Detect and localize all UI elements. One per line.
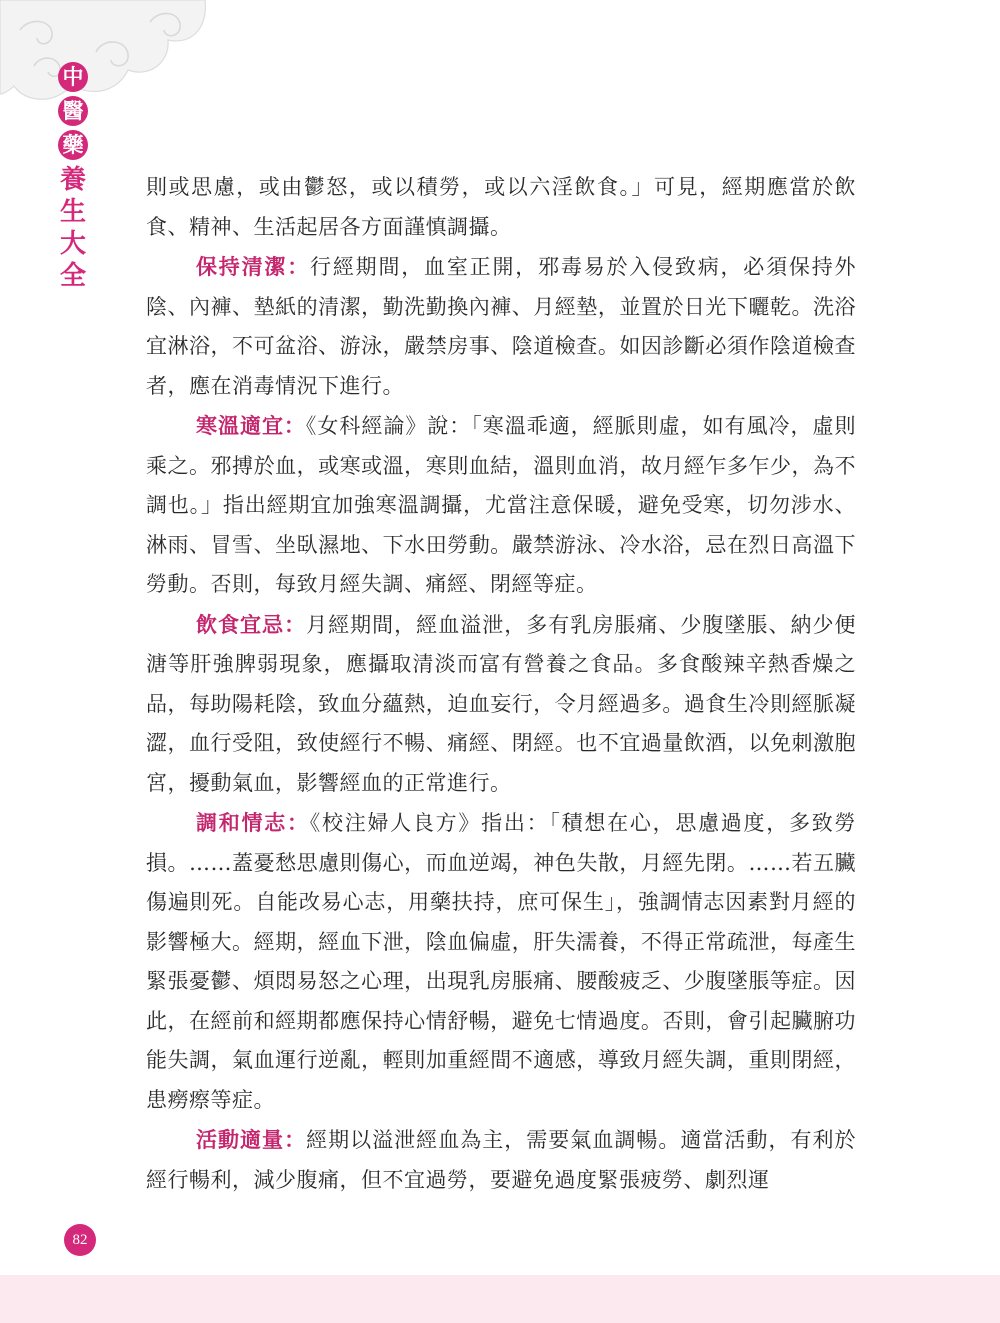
paragraph-text: 《女科經論》說：「寒溫乖適，經脈則虛，如有風冷，虛則乘之。邪搏於血，或寒或溫，寒則血結，溫則血消，故月經乍多乍少，為不調也。」指出經期宜加強寒溫調攝，尤當注意保暖，避免受寒，切勿涉水、淋雨、冒雪、坐臥濕地、下水田勞動。嚴禁游泳、冷水浴，忌在烈日高溫下勞動。否則，每致月經失調、痛經、閉經等症。	[146, 414, 857, 596]
paragraph-cleanliness	[146, 247, 856, 406]
paragraph-emotion	[146, 803, 856, 1120]
series-char: 中	[58, 62, 88, 92]
series-char: 全	[59, 261, 86, 291]
paragraph-heading: 保持清潔：	[196, 254, 311, 279]
series-char: 醫	[58, 96, 88, 126]
paragraph-text: 經期以溢泄經血為主，需要氣血調暢。適當活動，有利於經行暢利，減少腹痛，但不宜過勞，要避免過度緊張疲勞、劇烈運	[146, 1128, 857, 1192]
book-series-title	[56, 62, 90, 292]
body-text	[146, 168, 856, 1200]
series-char: 養	[59, 165, 86, 195]
series-char: 生	[59, 197, 86, 227]
paragraph-text: 月經期間，經血溢泄，多有乳房脹痛、少腹墜脹、納少便溏等肝強脾弱現象，應攝取清淡而富有營養之食品。多食酸辣辛熱香燥之品，每助陽耗陰，致血分蘊熱，迫血妄行，令月經過多。過食生冷則經脈凝澀，血行受阻，致使經行不暢、痛經、閉經。也不宜過量飲酒，以免刺激胞宮，擾動氣血，影響經血的正常進行。	[146, 612, 857, 795]
paragraph-continuation	[146, 168, 856, 247]
series-char: 大	[59, 229, 86, 259]
paragraph-heading: 寒溫適宜：	[196, 413, 306, 438]
paragraph-heading: 調和情志：	[196, 810, 310, 835]
paragraph-heading: 飲食宜忌：	[196, 611, 307, 637]
paragraph-text: 《校注婦人良方》指出：「積想在心，思慮過度，多致勞損。……蓋憂愁思慮則傷心，而血逆竭，神色失散，月經先閉。……若五臟傷遍則死。自能改易心志，用藥扶持，庶可保生」，強調情志因素對月經的影響極大。經期，經血下泄，陰血偏虛，肝失濡養，不得正常疏泄，每產生緊張憂鬱、煩悶易怒之心理，出現乳房脹痛、腰酸疲乏、少腹墜脹等症。因此，在經前和經期都應保持心情舒暢，避免七情過度。否則，會引起臟腑功能失調，氣血運行逆亂，輕則加重經間不適感，導致月經失調，重則閉經，患癆瘵等症。	[146, 811, 857, 1112]
paragraph-diet	[146, 605, 856, 804]
paragraph-temperature	[146, 406, 856, 605]
paragraph-activity	[146, 1120, 856, 1200]
cloud-ornament	[0, 0, 210, 110]
paragraph-text: 行經期間，血室正開，邪毒易於入侵致病，必須保持外陰、內褲、墊紙的清潔，勤洗勤換內褲、月經墊，並置於日光下曬乾。洗浴宜淋浴，不可盆浴、游泳，嚴禁房事、陰道檢查。如因診斷必須作陰道檢查者，應在消毒情況下進行。	[146, 255, 857, 398]
page-number: 82	[64, 1224, 96, 1256]
paragraph-text: 則或思慮，或由鬱怒，或以積勞，或以六淫飲食。」可見，經期應當於飲食、精神、生活起居各方面謹慎調攝。	[146, 175, 856, 239]
series-char: 藥	[58, 130, 88, 160]
footer-band	[0, 1275, 1000, 1323]
paragraph-heading: 活動適量：	[196, 1127, 307, 1152]
